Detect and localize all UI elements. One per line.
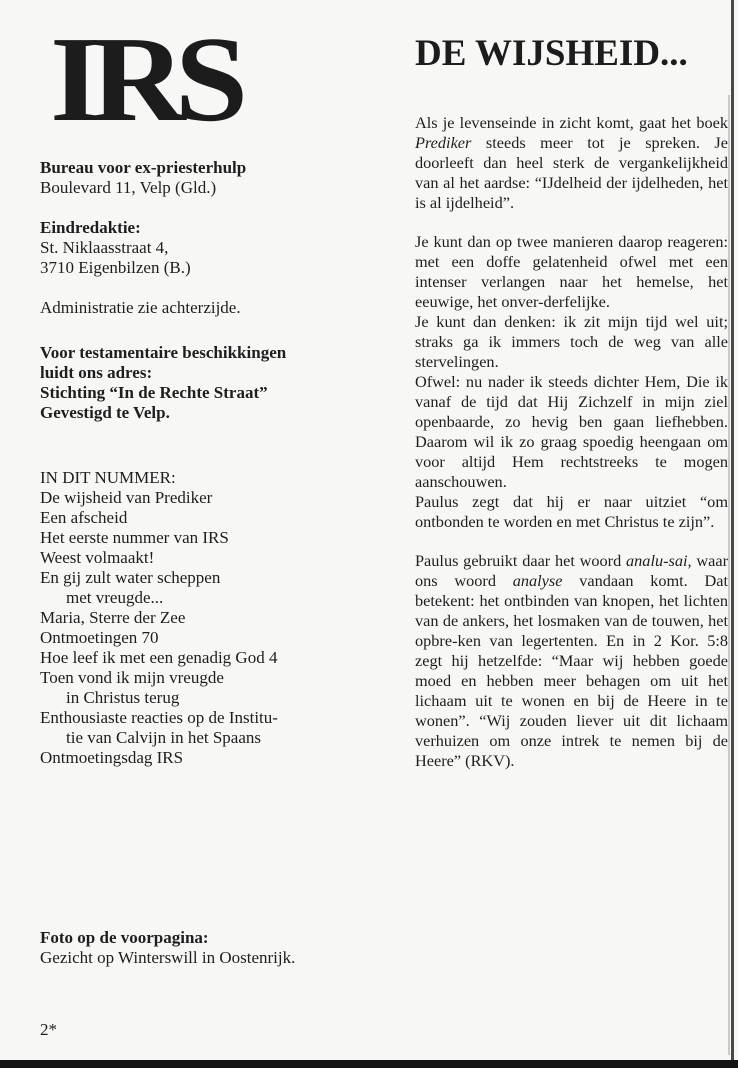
testament-line: Stichting “In de Rechte Straat” [40, 383, 268, 402]
testament-line: luidt ons adres: [40, 363, 153, 382]
article-paragraph: Als je levenseinde in zicht komt, gaat het boek Prediker steeds meer tot je spreken. Je doorleeft dan heel sterk de vergankelijkheid van al het aardse: “IJdelheid der ijdelheden, het is al ijdelheid”. [415, 113, 728, 212]
editor-street: St. Niklaasstraat 4, [40, 238, 169, 257]
irs-logo: IRS [50, 12, 238, 147]
contents-heading: IN DIT NUMMER: [40, 468, 176, 487]
contents-item: En gij zult water scheppen [40, 568, 221, 587]
contents-item: Toen vond ik mijn vreugde [40, 668, 224, 687]
bureau-address: Boulevard 11, Velp (Gld.) [40, 178, 217, 197]
administration-note: Administratie zie achterzijde. [40, 298, 241, 317]
article-paragraph: Paulus gebruikt daar het woord analu-sai, waar ons woord analyse vandaan komt. Dat betekent: het ontbinden van knopen, het lichten van de ankers, het losmaken van de touwen, het opbre-ken van legertenten. En in 2 Kor. 5:8 zegt hij hetzelfde: “Maar wij hebben goede moed en hebben meer behagen om uit het lichaam uit te wonen en bij de Heere in te wonen”. “Wij zouden liever uit dit lichaam verhuizen om onze intrek te nemen bij de Heere” (RKV). [415, 551, 729, 770]
contents-item: Het eerste nummer van IRS [40, 528, 229, 547]
photo-credit [40, 928, 340, 968]
contents-item: Enthousiaste reacties op de Institu- [40, 708, 278, 727]
contents-item: Een afscheid [40, 508, 128, 527]
photo-heading: Foto op de voorpagina: [40, 928, 209, 947]
editor-city: 3710 Eigenbilzen (B.) [40, 258, 191, 277]
page-edge [731, 0, 734, 1068]
contents-item: tie van Calvijn in het Spaans [66, 728, 261, 747]
article-paragraph: Je kunt dan op twee manieren daarop reageren: met een doffe gelatenheid ofwel met een intenser verlangen naar het hemelse, het eeuwige, het onver-derfelijke. [415, 232, 728, 311]
contents-item: met vreugde... [66, 588, 164, 607]
article-title: DE WIJSHEID... [415, 33, 688, 74]
contents-item: Ontmoetingsdag IRS [40, 748, 184, 767]
page-gutter-shadow [728, 95, 730, 1055]
bureau-name: Bureau voor ex-priesterhulp [40, 158, 247, 177]
contents-item: Maria, Sterre der Zee [40, 608, 186, 627]
page-bottom-edge [0, 1060, 738, 1068]
page-number: 2* [40, 1020, 57, 1039]
masthead-column [40, 158, 340, 768]
contents-item: Weest volmaakt! [40, 548, 155, 567]
contents-item: Ontmoetingen 70 [40, 628, 159, 647]
contents-item: De wijsheid van Prediker [40, 488, 213, 507]
article-paragraph: Ofwel: nu nader ik steeds dichter Hem, Die ik vanaf de tijd dat Hij Zichzelf in mijn ziel openbaarde, zo hevig ben gaan liefhebben. Daarom wil ik zo graag spoedig heengaan om voor altijd Hem rechtstreeks te mogen aanschouwen. [415, 372, 728, 491]
editor-heading: Eindredaktie: [40, 218, 141, 237]
article-paragraph: Paulus zegt dat hij er naar uitziet “om ontbonden te worden en met Christus te zijn”. [415, 492, 728, 531]
testament-line: Voor testamentaire beschikkingen [40, 343, 287, 362]
contents-item: Hoe leef ik met een genadig God 4 [40, 648, 278, 667]
testament-line: Gevestigd te Velp. [40, 403, 170, 422]
contents-item: in Christus terug [66, 688, 180, 707]
article-body [415, 113, 728, 771]
article-paragraph: Je kunt dan denken: ik zit mijn tijd wel uit; straks ga ik immers toch de weg van alle stervelingen. [415, 312, 728, 371]
photo-caption: Gezicht op Winterswill in Oostenrijk. [40, 948, 296, 967]
